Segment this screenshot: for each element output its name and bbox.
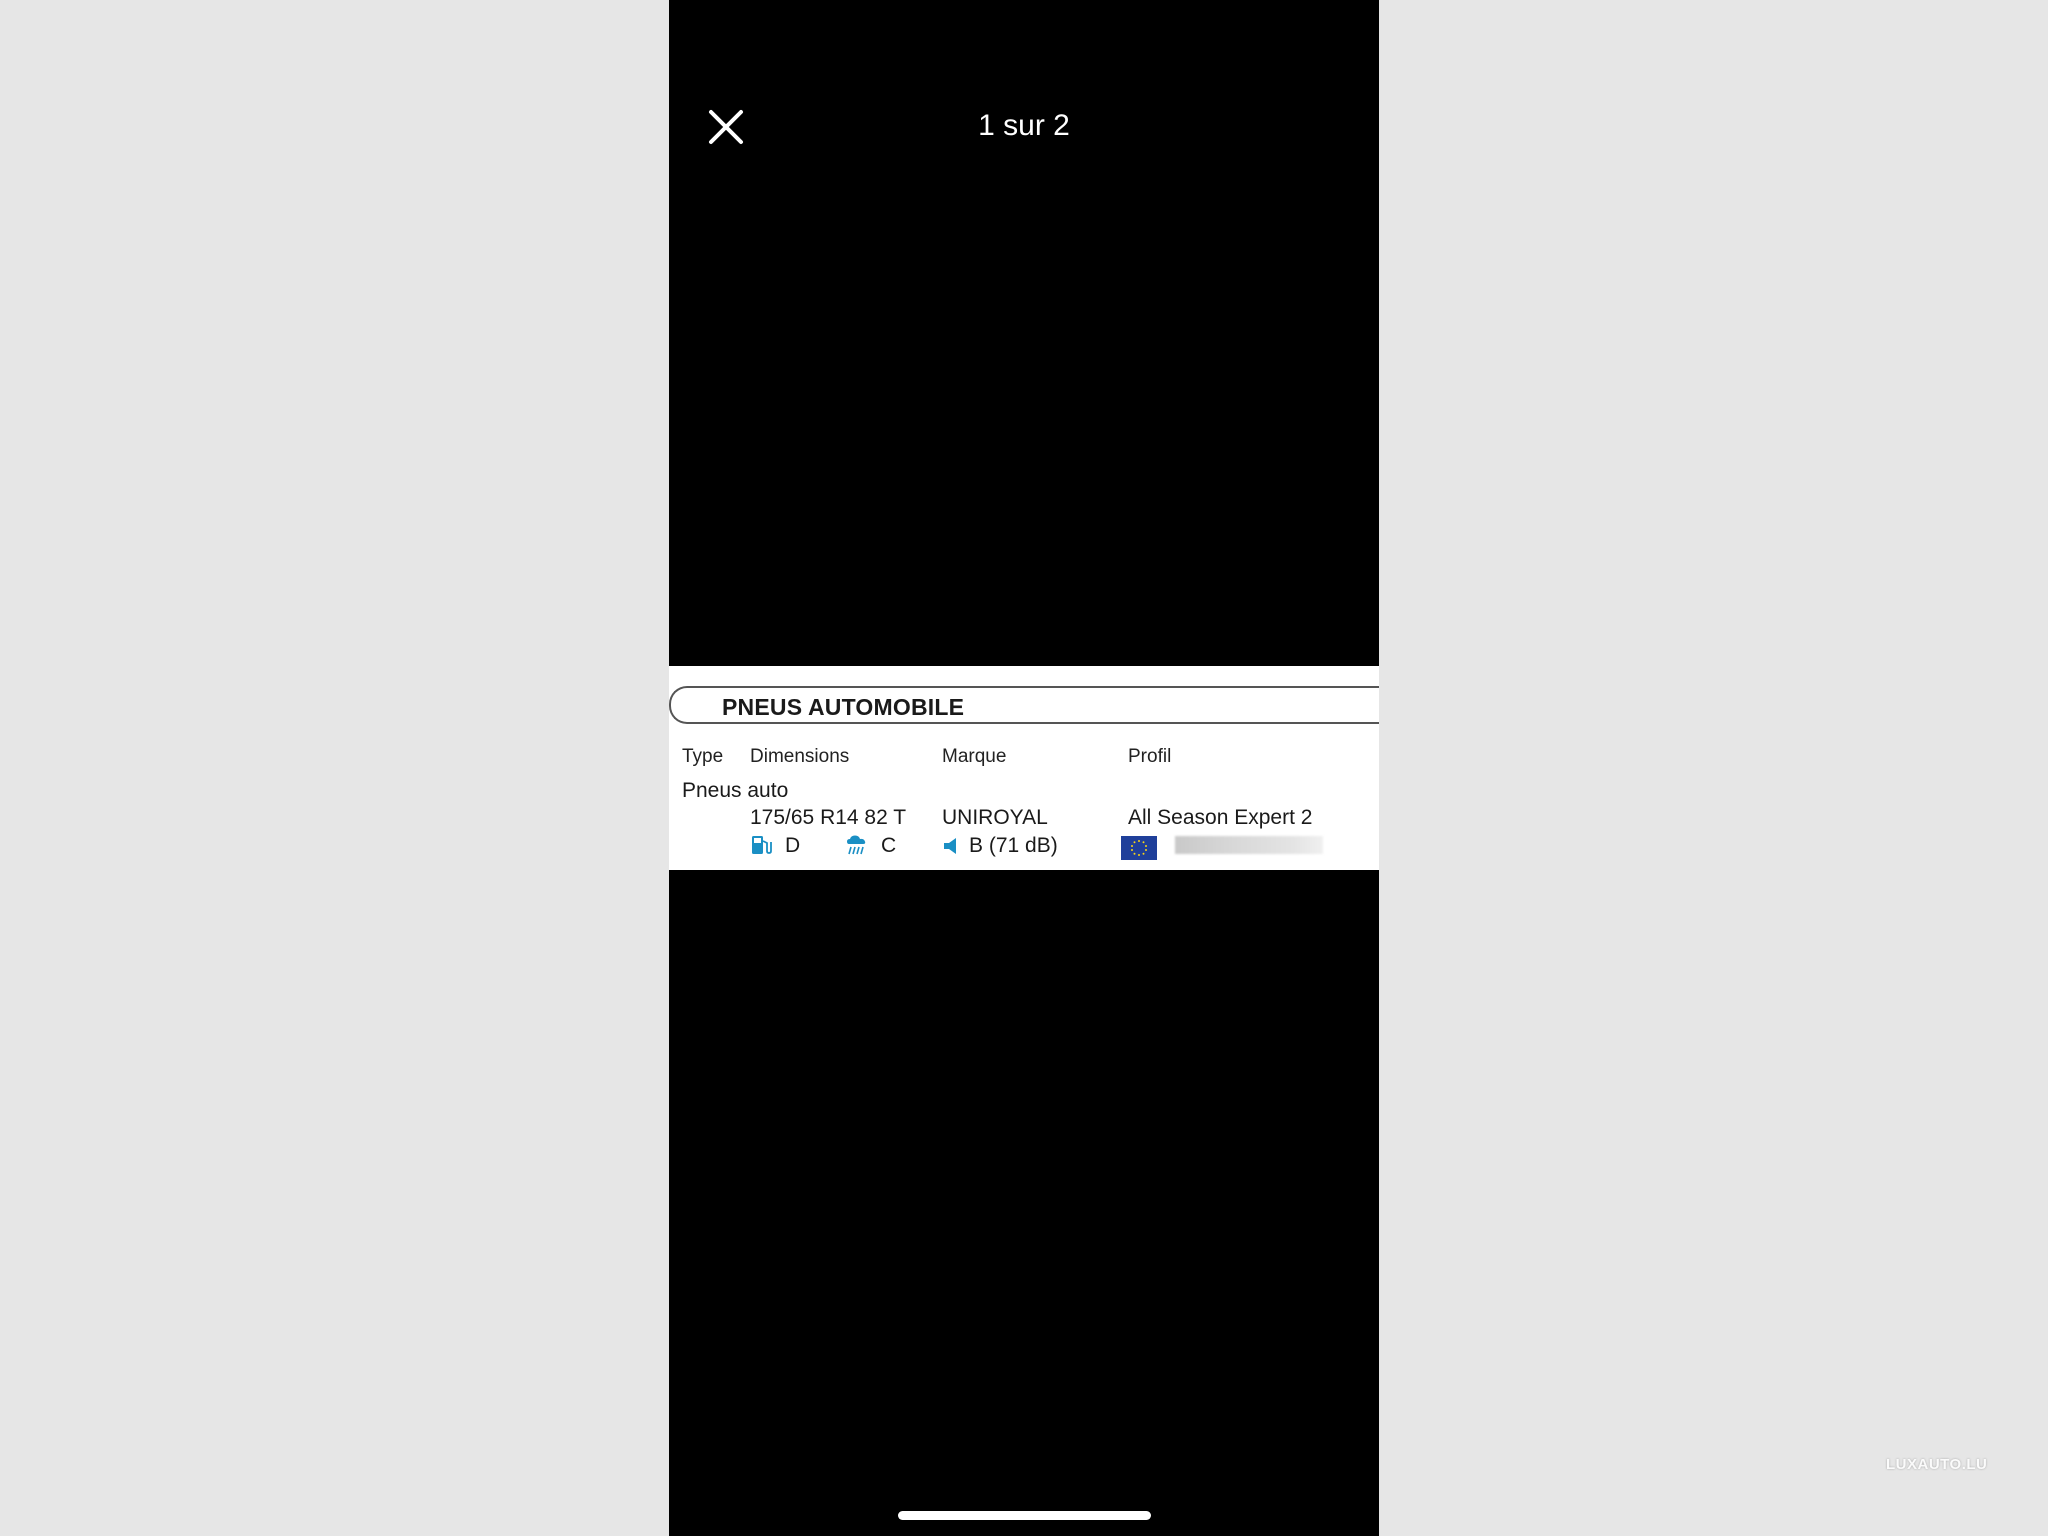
blurred-area: [1175, 836, 1323, 854]
page-counter: 1 sur 2: [978, 109, 1070, 142]
watermark: LUXAUTO.LU: [1886, 1456, 1988, 1473]
header-marque: Marque: [942, 746, 1007, 767]
fuel-rating: D: [785, 834, 801, 857]
header-dimensions: Dimensions: [750, 746, 850, 767]
noise-rating: B (71 dB): [969, 834, 1058, 857]
fuel-pump-icon: [750, 834, 772, 856]
wet-grip-rating: C: [881, 834, 897, 857]
document-title: PNEUS AUTOMOBILE: [722, 694, 965, 720]
tire-dimensions: 175/65 R14 82 T: [750, 806, 907, 829]
tire-brand: UNIROYAL: [942, 806, 1048, 829]
home-indicator[interactable]: [898, 1511, 1151, 1520]
document-image[interactable]: [669, 666, 1379, 870]
image-viewer: [669, 0, 1379, 1536]
rain-cloud-icon: [845, 834, 869, 856]
header-type: Type: [682, 746, 724, 767]
header-profil: Profil: [1128, 746, 1172, 767]
tire-type: Pneus auto: [682, 779, 789, 802]
eu-flag-icon: [1121, 836, 1157, 860]
tire-profile: All Season Expert 2: [1128, 806, 1313, 829]
speaker-icon: [942, 836, 960, 856]
